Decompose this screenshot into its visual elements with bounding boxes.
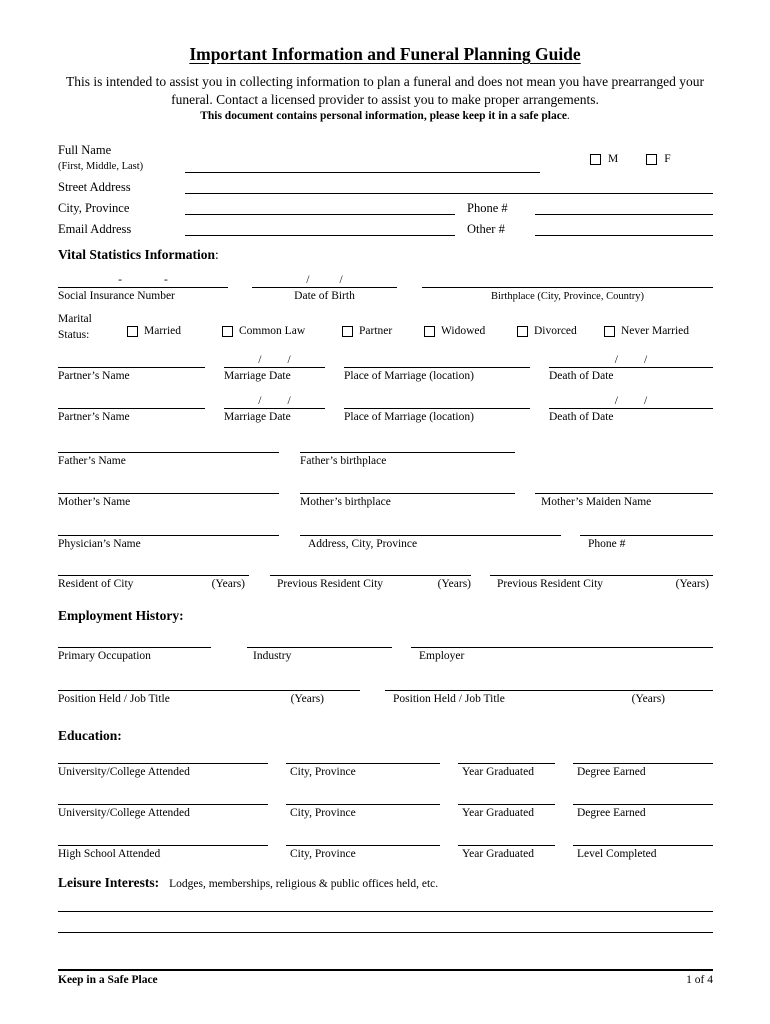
- marital-label-1: Marital: [58, 313, 92, 325]
- male-label: M: [608, 153, 619, 165]
- never-married-label: Never Married: [621, 325, 690, 337]
- intro-text: This is intended to assist you in collecting information to plan a funeral and does not mean you have prearranged your funeral. Contact a licensed provider to assist you to make proper arrangements.: [65, 74, 705, 107]
- school-city-label: City, Province: [290, 807, 356, 819]
- position-years-label: (Years): [290, 693, 324, 705]
- dob-slash-marks: [252, 274, 397, 287]
- year-graduated-label: Year Graduated: [462, 766, 534, 778]
- sin-dob-birthplace-row: [58, 275, 713, 304]
- school-city-field: [286, 804, 440, 821]
- death-slash-2: /: [644, 395, 648, 407]
- footer-left-text: Keep in a Safe Place: [58, 974, 158, 986]
- school-field: [58, 763, 268, 780]
- note-line: [0, 110, 770, 122]
- physician-phone-label: Phone #: [588, 538, 626, 550]
- position-row: [58, 678, 713, 707]
- gender-group: [590, 153, 671, 165]
- school-city-field: [286, 845, 440, 862]
- mother-name-label: Mother’s Name: [58, 496, 131, 508]
- divorced-checkbox[interactable]: [517, 326, 528, 337]
- leisure-interests-description: Lodges, memberships, religious & public offices held, etc.: [169, 878, 439, 890]
- school-city-label: City, Province: [290, 848, 356, 860]
- partner-row-1: [58, 355, 713, 384]
- marriage-slash-2: /: [287, 395, 291, 407]
- death-of-date-field: [549, 395, 713, 425]
- common-law-checkbox[interactable]: [222, 326, 233, 337]
- sin-field: [58, 274, 228, 304]
- death-of-date-field: [549, 354, 713, 384]
- married-checkbox[interactable]: [127, 326, 138, 337]
- leisure-input-line-2[interactable]: [58, 932, 713, 933]
- dob-slash-2: /: [339, 274, 343, 286]
- place-of-marriage-field: [344, 367, 530, 384]
- mother-birthplace-field: [300, 493, 515, 510]
- physician-phone-field: [580, 535, 713, 552]
- full-name-label: Full Name: [58, 143, 112, 157]
- footer: [58, 974, 713, 986]
- previous-resident-city-label: Previous Resident City: [277, 578, 384, 590]
- school-city-label: City, Province: [290, 766, 356, 778]
- previous-resident-city-labels-1: [270, 576, 471, 592]
- death-of-date-label: Death of Date: [549, 370, 614, 382]
- street-address-input-line[interactable]: [185, 193, 713, 194]
- street-address-row: [58, 179, 713, 195]
- credential-label: Degree Earned: [577, 766, 646, 778]
- marital-status-label-block: [58, 311, 92, 343]
- partner-name-label: Partner’s Name: [58, 370, 130, 382]
- death-slash-1: /: [614, 395, 618, 407]
- school-label: High School Attended: [58, 848, 161, 860]
- credential-field: [573, 845, 713, 862]
- death-slash-1: /: [614, 354, 618, 366]
- full-name-row: [58, 140, 713, 174]
- physician-name-field: [58, 535, 279, 552]
- credential-label: Level Completed: [577, 848, 657, 860]
- mother-row: [58, 481, 713, 510]
- sin-dash-marks: [58, 274, 228, 287]
- sin-label: Social Insurance Number: [58, 290, 175, 302]
- occupation-row: [58, 635, 713, 664]
- never-married-checkbox[interactable]: [604, 326, 615, 337]
- credential-field: [573, 763, 713, 780]
- position-label: Position Held / Job Title: [58, 693, 170, 705]
- marriage-slash-1: /: [258, 354, 262, 366]
- father-row: [58, 440, 713, 469]
- previous-resident-years-label: (Years): [675, 578, 709, 590]
- previous-resident-city-field-2: [490, 575, 713, 592]
- school-field: [58, 804, 268, 821]
- marriage-date-label: Marriage Date: [224, 411, 291, 423]
- credential-label: Degree Earned: [577, 807, 646, 819]
- marital-option-partner: [342, 325, 392, 337]
- dob-field: [252, 274, 397, 304]
- birthplace-label: Birthplace (City, Province, Country): [491, 291, 644, 302]
- partner-name-field: [58, 408, 205, 425]
- city-phone-row: [58, 200, 713, 216]
- primary-occupation-field: [58, 647, 211, 664]
- female-label: F: [664, 153, 671, 165]
- position-field-1: [58, 690, 360, 707]
- full-name-label-block: [58, 142, 185, 174]
- email-label: Email Address: [58, 222, 132, 236]
- previous-resident-city-labels-2: [490, 576, 713, 592]
- note-period: .: [566, 110, 570, 122]
- resident-city-field: [58, 575, 249, 592]
- dob-label: Date of Birth: [294, 290, 355, 302]
- school-label: University/College Attended: [58, 807, 190, 819]
- employer-field: [411, 647, 713, 664]
- father-name-label: Father’s Name: [58, 455, 126, 467]
- city-province-input-line[interactable]: [185, 214, 455, 215]
- full-name-input-line[interactable]: [185, 172, 540, 173]
- physician-address-field: [300, 535, 561, 552]
- dob-slash-1: /: [306, 274, 310, 286]
- marital-label-2: Status:: [58, 329, 90, 341]
- place-of-marriage-label: Place of Marriage (location): [344, 370, 474, 382]
- partner-name-field: [58, 367, 205, 384]
- death-date-slashes: [549, 354, 713, 367]
- physician-address-label: Address, City, Province: [308, 538, 418, 550]
- marriage-slash-2: /: [287, 354, 291, 366]
- sin-dash-2: -: [164, 274, 168, 286]
- marital-option-married: [127, 325, 181, 337]
- mother-birthplace-label: Mother’s birthplace: [300, 496, 391, 508]
- marriage-date-label: Marriage Date: [224, 370, 291, 382]
- male-checkbox[interactable]: [590, 154, 601, 165]
- partner-name-label: Partner’s Name: [58, 411, 130, 423]
- birthplace-field: [422, 287, 713, 304]
- position-label: Position Held / Job Title: [393, 693, 505, 705]
- common-law-label: Common Law: [239, 325, 306, 337]
- partner-checkbox[interactable]: [342, 326, 353, 337]
- education-row-1: [58, 751, 713, 780]
- mother-maiden-name-label: Mother’s Maiden Name: [541, 496, 652, 508]
- employment-history-heading: Employment History:: [58, 608, 184, 623]
- position-labels-2: [385, 691, 713, 707]
- other-number-label: Other #: [467, 222, 505, 236]
- partner-label: Partner: [359, 325, 393, 337]
- marital-option-common-law: [222, 325, 305, 337]
- residency-row: [58, 563, 713, 592]
- widowed-checkbox[interactable]: [424, 326, 435, 337]
- year-graduated-field: [458, 763, 555, 780]
- previous-resident-city-label: Previous Resident City: [497, 578, 604, 590]
- industry-field: [247, 647, 392, 664]
- vital-statistics-heading-colon: :: [215, 247, 219, 262]
- phone-input-line[interactable]: [535, 214, 713, 215]
- year-graduated-label: Year Graduated: [462, 848, 534, 860]
- credential-field: [573, 804, 713, 821]
- partner-row-2: [58, 396, 713, 425]
- city-province-label: City, Province: [58, 201, 130, 215]
- sin-dash-1: -: [118, 274, 122, 286]
- place-of-marriage-field: [344, 408, 530, 425]
- education-row-3: [58, 833, 713, 862]
- leisure-interests-line: [58, 874, 713, 892]
- position-labels-1: [58, 691, 360, 707]
- divorced-label: Divorced: [534, 325, 577, 337]
- year-graduated-field: [458, 804, 555, 821]
- marriage-date-slashes: [224, 354, 325, 367]
- primary-occupation-label: Primary Occupation: [58, 650, 151, 662]
- marriage-date-field: [224, 395, 325, 425]
- leisure-interests-heading: Leisure Interests:: [58, 875, 160, 890]
- employer-label: Employer: [419, 650, 465, 662]
- page-title: [0, 44, 770, 65]
- marital-option-never-married: [604, 325, 689, 337]
- physician-row: [58, 523, 713, 552]
- place-of-marriage-label: Place of Marriage (location): [344, 411, 474, 423]
- vital-statistics-heading-text: Vital Statistics Information: [58, 247, 215, 262]
- marriage-slash-1: /: [258, 395, 262, 407]
- marriage-date-slashes: [224, 395, 325, 408]
- email-input-line[interactable]: [185, 235, 455, 236]
- vital-statistics-heading: [58, 246, 219, 263]
- previous-resident-years-label: (Years): [437, 578, 471, 590]
- female-checkbox[interactable]: [646, 154, 657, 165]
- note-text: This document contains personal information, please keep it in a safe place: [200, 110, 567, 122]
- street-address-label: Street Address: [58, 180, 131, 194]
- school-field: [58, 845, 268, 862]
- mother-name-field: [58, 493, 279, 510]
- marriage-date-field: [224, 354, 325, 384]
- married-label: Married: [144, 325, 182, 337]
- school-label: University/College Attended: [58, 766, 190, 778]
- position-years-label: (Years): [631, 693, 665, 705]
- resident-years-label: (Years): [211, 578, 245, 590]
- death-of-date-label: Death of Date: [549, 411, 614, 423]
- year-graduated-field: [458, 845, 555, 862]
- death-date-slashes: [549, 395, 713, 408]
- other-number-input-line[interactable]: [535, 235, 713, 236]
- leisure-input-line-1[interactable]: [58, 911, 713, 912]
- year-graduated-label: Year Graduated: [462, 807, 534, 819]
- marital-option-widowed: [424, 325, 485, 337]
- death-slash-2: /: [644, 354, 648, 366]
- education-heading: Education:: [58, 728, 122, 743]
- industry-label: Industry: [253, 650, 292, 662]
- education-row-2: [58, 792, 713, 821]
- resident-city-labels: [58, 576, 249, 592]
- mother-maiden-name-field: [535, 493, 713, 510]
- footer-divider: [58, 969, 713, 971]
- email-other-row: [58, 221, 713, 237]
- previous-resident-city-field-1: [270, 575, 471, 592]
- physician-name-label: Physician’s Name: [58, 538, 141, 550]
- resident-city-label: Resident of City: [58, 578, 134, 590]
- phone-label: Phone #: [467, 201, 508, 215]
- widowed-label: Widowed: [441, 325, 486, 337]
- father-name-field: [58, 452, 279, 469]
- father-birthplace-field: [300, 452, 515, 469]
- position-field-2: [385, 690, 713, 707]
- page-number: 1 of 4: [686, 974, 713, 986]
- title-text: Important Information and Funeral Planning Guide: [189, 44, 581, 64]
- marital-status-row: [58, 311, 713, 345]
- father-birthplace-label: Father’s birthplace: [300, 455, 387, 467]
- full-name-hint: (First, Middle, Last): [58, 161, 144, 172]
- marital-option-divorced: [517, 325, 577, 337]
- school-city-field: [286, 763, 440, 780]
